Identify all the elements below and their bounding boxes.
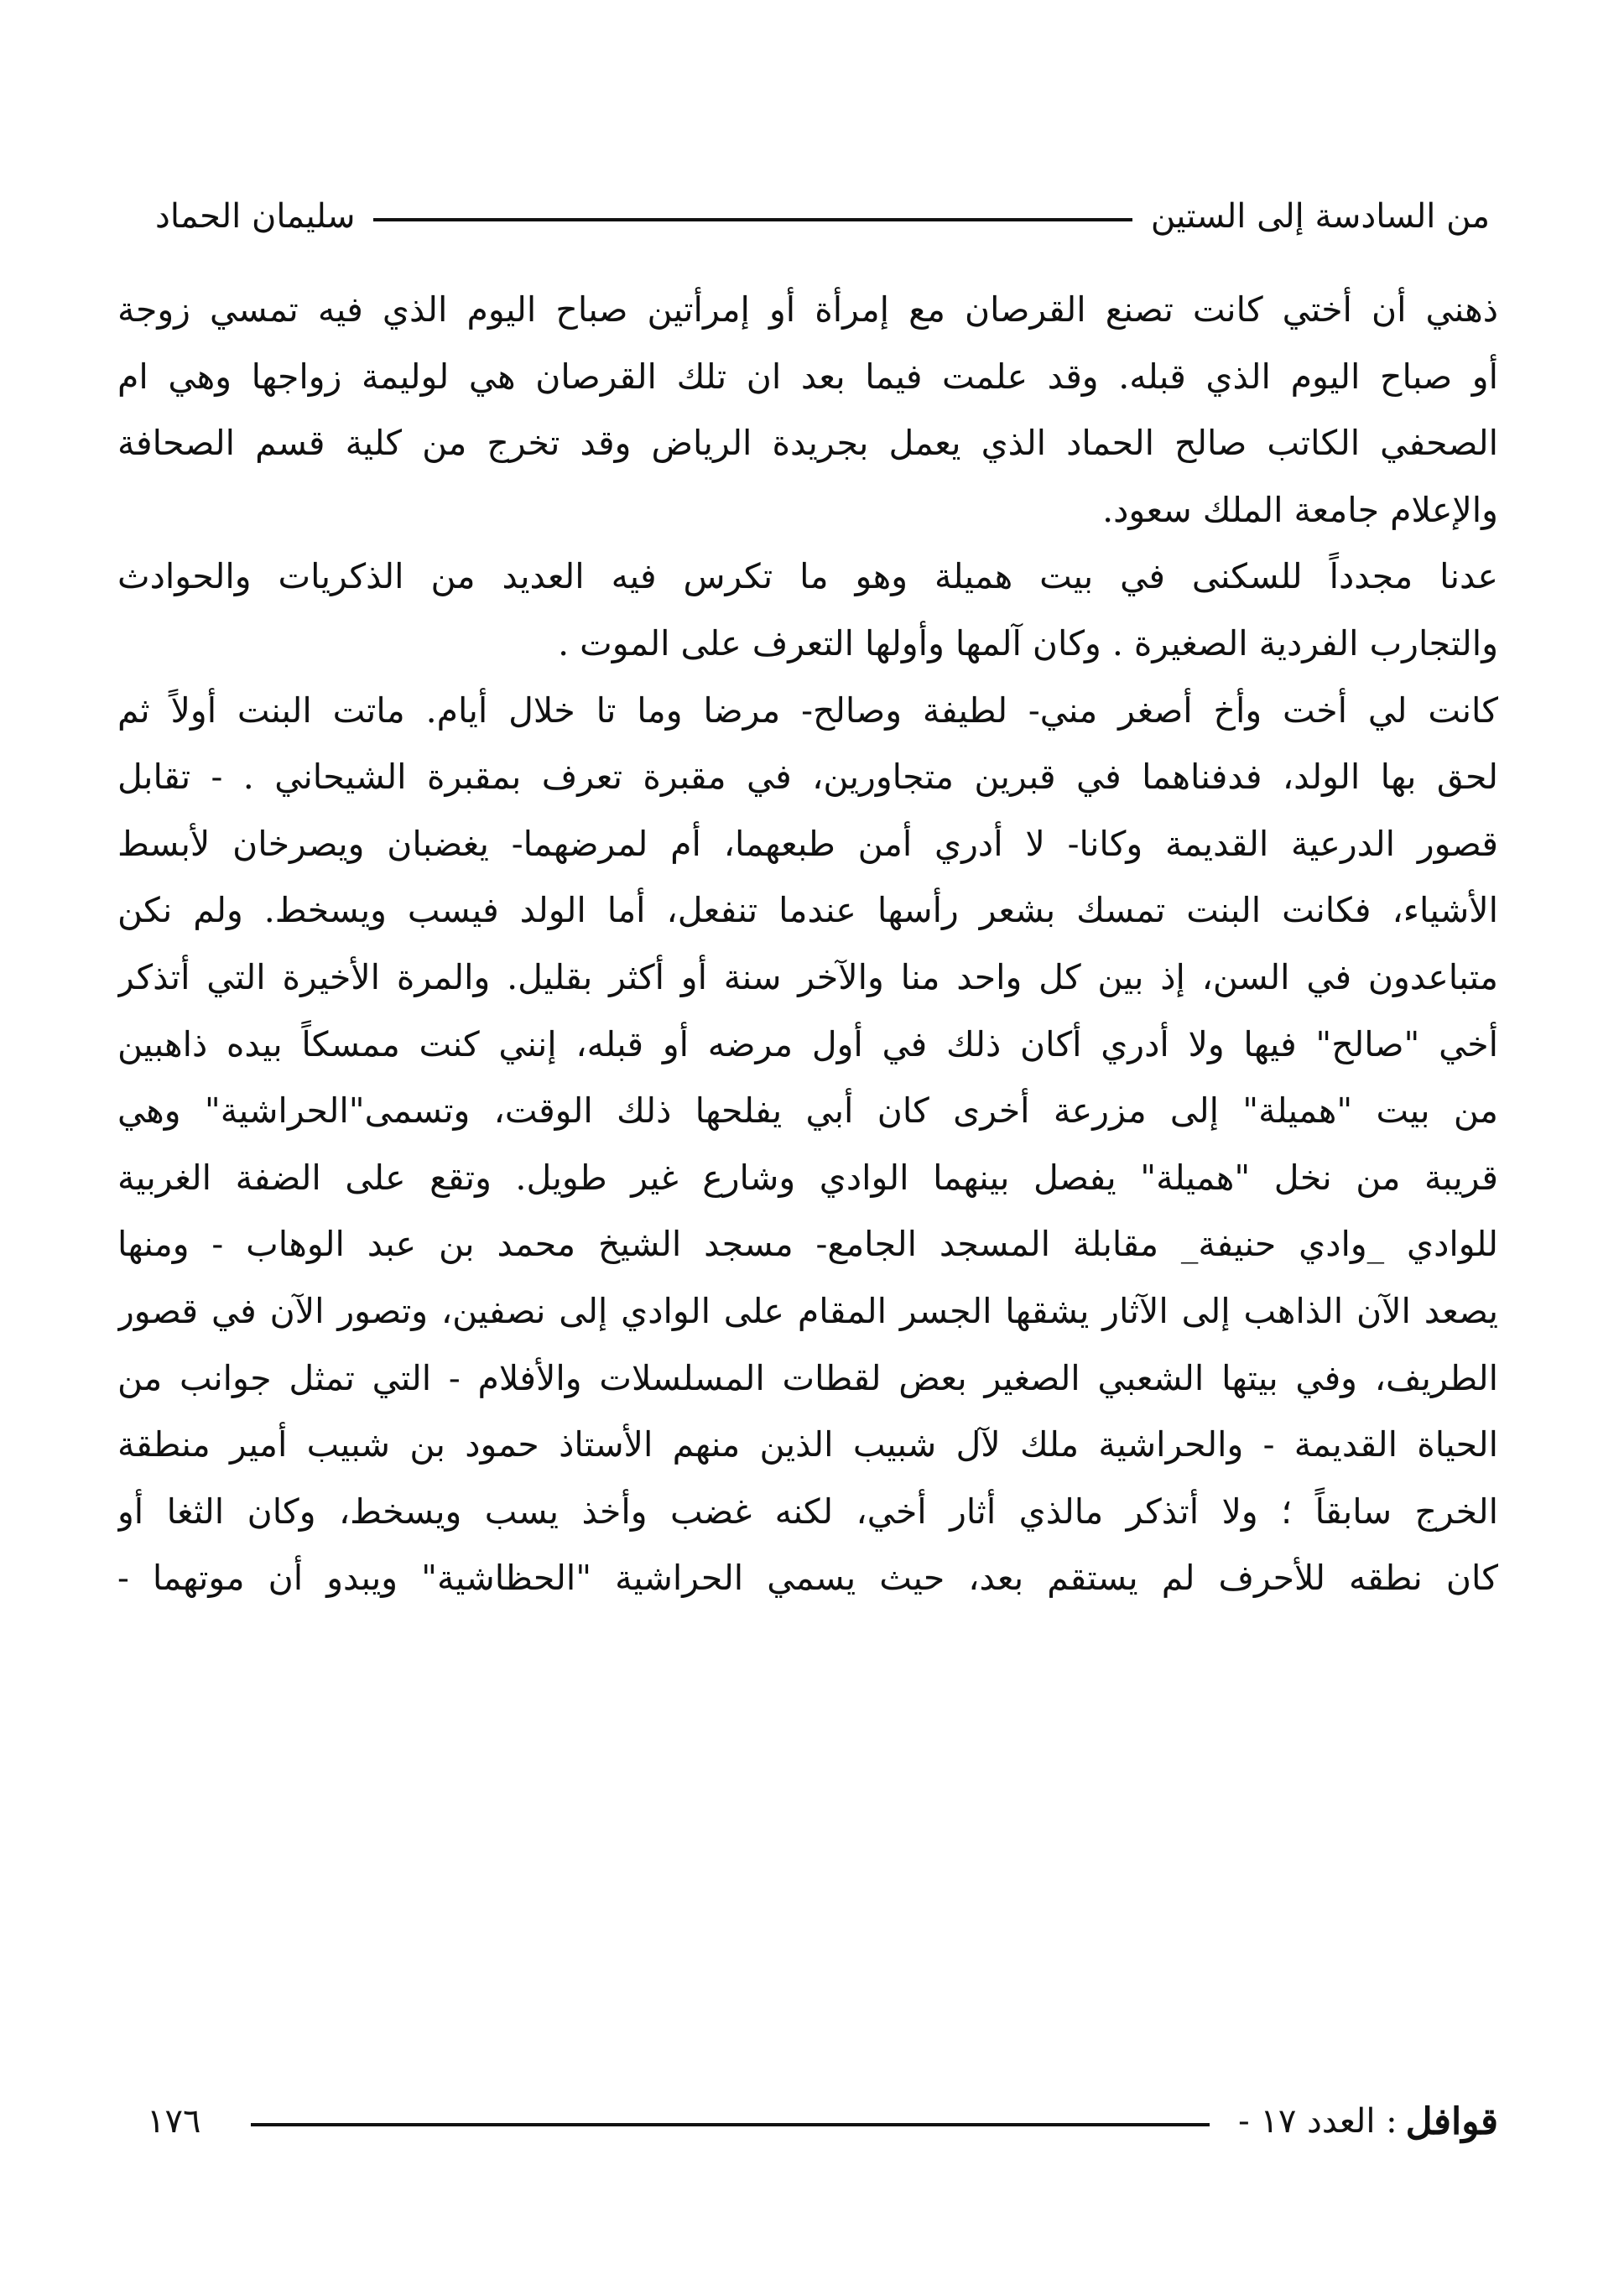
text-line: من بيت "هميلة" إلى مزرعة أخرى كان أبي يفلحها ذلك الوقت، وتسمى"الحراشية" وهي — [117, 1090, 1498, 1132]
text-line: متباعدون في السن، إذ بين كل واحد منا والآخر سنة أو أكثر بقليل. والمرة الأخيرة التي أتذكر — [117, 956, 1498, 997]
text-line: الصحفي الكاتب صالح الحماد الذي يعمل بجريدة الرياض وقد تخرج من كلية قسم الصحافة — [117, 423, 1498, 464]
text-line: قصور الدرعية القديمة وكانا- لا أدري أمن طبعهما، أم لمرضهما- يغضبان ويصرخان لأبسط — [117, 823, 1498, 864]
journal-name: قوافل — [1405, 2100, 1498, 2143]
text-line: عدنا مجدداً للسكنى في بيت هميلة وهو ما تكرس فيه العديد من الذكريات والحوادث — [117, 556, 1498, 597]
text-line: لحق بها الولد، فدفناهما في قبرين متجاورين، في مقبرة تعرف بمقبرة الشيحاني . - تقابل — [117, 757, 1498, 798]
book-title: من السادسة إلى الستين — [1150, 197, 1490, 236]
text-line: والإعلام جامعة الملك سعود. — [1102, 489, 1498, 530]
text-line: والتجارب الفردية الصغيرة . وكان آلمها وأولها التعرف على الموت . — [558, 622, 1498, 664]
text-line: كان نطقه للأحرف لم يستقم بعد، حيث يسمي الحراشية "الحظاشية" ويبدو أن موتهما - — [117, 1558, 1498, 1599]
header-rule — [373, 218, 1132, 221]
text-line: قريبة من نخل "هميلة" يفصل بينهما الوادي وشارع غير طويل. وتقع على الضفة الغربية — [117, 1157, 1498, 1198]
text-line: كانت لي أخت وأخ أصغر مني- لطيفة وصالح- مرضا وما تا خلال أيام. ماتت البنت أولاً ثم — [117, 690, 1498, 731]
author-name: سليمان الحماد — [155, 197, 356, 236]
text-line: الطريف، وفي بيتها الشعبي الصغير بعض لقطات المسلسلات والأفلام - التي تمثل جوانب من — [117, 1357, 1498, 1398]
running-header — [155, 191, 1490, 242]
text-line: ذهني أن أختي كانت تصنع القرصان مع إمرأة أو إمرأتين صباح اليوم الذي فيه تمسي زوجة — [117, 289, 1498, 330]
body-text — [117, 277, 1498, 1612]
footer-rule — [251, 2123, 1210, 2126]
issue-number: : العدد ١٧ - — [1238, 2102, 1398, 2141]
text-line: الأشياء، فكانت البنت تمسك بشعر رأسها عندما تنفعل، أما الولد فيسب ويسخط. ولم نكن — [117, 890, 1498, 931]
text-line: للوادي _وادي حنيفة_ مقابلة المسجد الجامع- مسجد الشيخ محمد بن عبد الوهاب - ومنها — [117, 1224, 1498, 1265]
text-line: الحياة القديمة - والحراشية ملك لآل شبيب الذين منهم الأستاذ حمود بن شبيب أمير منطقة — [117, 1424, 1498, 1465]
text-line: أخي "صالح" فيها ولا أدري أكان ذلك في أول مرضه أو قبله، إنني كنت ممسكاً بيده ذاهبين — [117, 1023, 1498, 1064]
page-number: ١٧٦ — [147, 2102, 201, 2141]
page-footer — [147, 2092, 1498, 2151]
text-line: يصعد الآن الذاهب إلى الآثار يشقها الجسر المقام على الوادي إلى نصفين، وتصور الآن في قصور — [117, 1290, 1498, 1331]
text-line: أو صباح اليوم الذي قبله. وقد علمت فيما بعد ان تلك القرصان هي لوليمة زواجها وهي ام — [117, 356, 1498, 397]
text-line: الخرج سابقاً ؛ ولا أتذكر مالذي أثار أخي، لكنه غضب وأخذ يسب ويسخط، وكان الثغا أو — [117, 1491, 1498, 1532]
